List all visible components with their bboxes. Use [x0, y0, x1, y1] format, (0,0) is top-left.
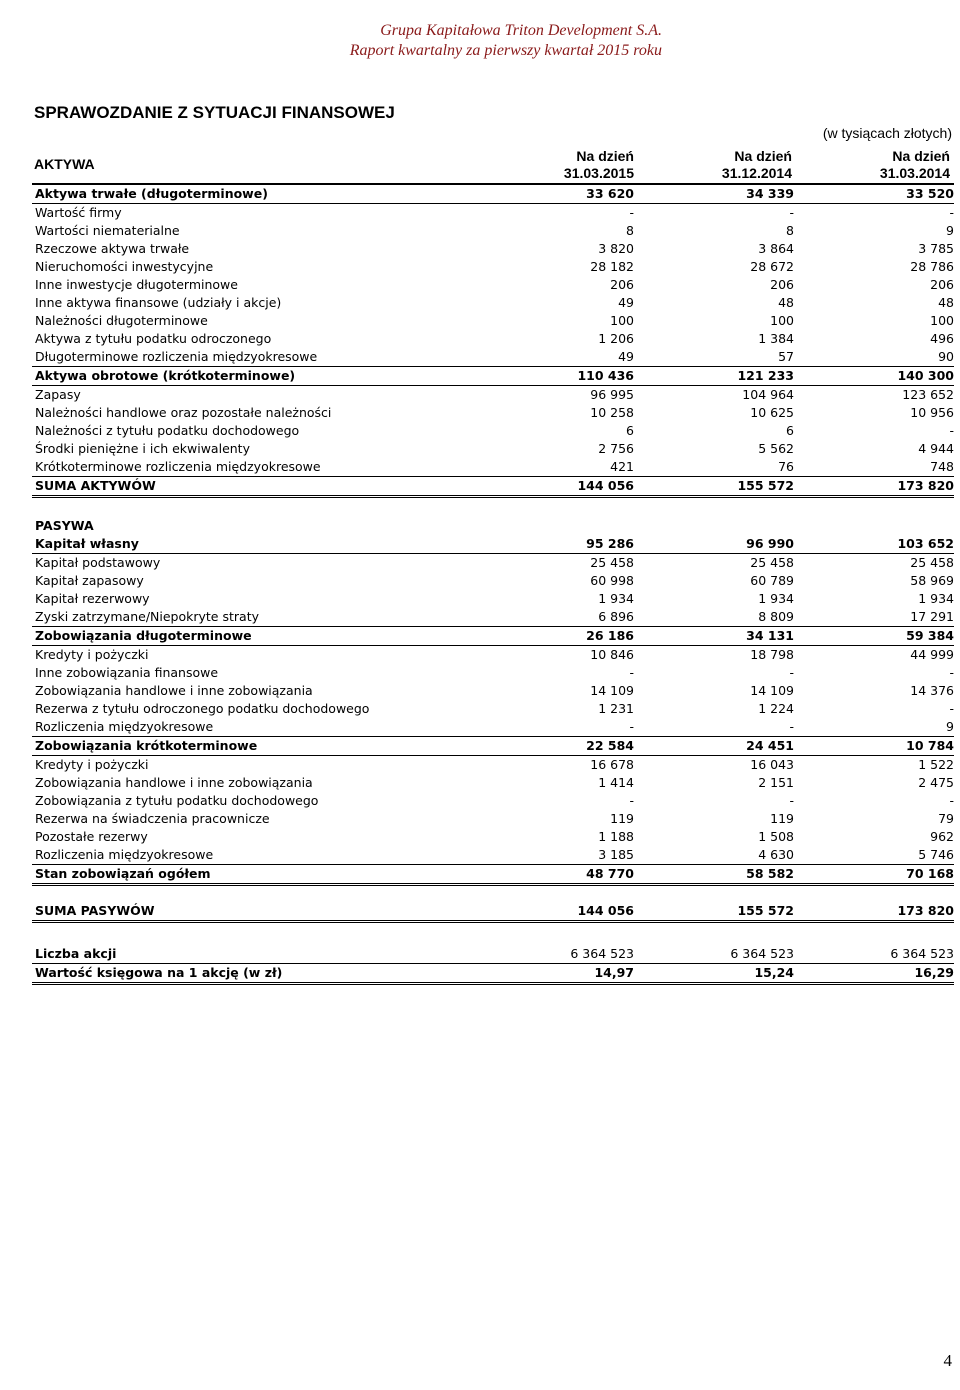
page-number: 4 [943, 1351, 952, 1370]
value-2014-12: 18 798 [750, 647, 794, 662]
report-period-header: Raport kwartalny za pierwszy kwartał 2015 roku [349, 42, 662, 59]
table-row [32, 627, 954, 646]
value-2014-12: 1 224 [758, 701, 794, 716]
value-2015-03: 49 [618, 295, 634, 310]
report-company-header: Grupa Kapitałowa Triton Development S.A. [380, 22, 662, 39]
row-label: Rzeczowe aktywa trwałe [35, 241, 190, 256]
value-2014-03: 173 820 [794, 477, 954, 497]
value-2014-12: 15,24 [634, 964, 794, 984]
value-2014-12: 34 131 [634, 627, 794, 646]
value-2014-03: - [949, 665, 954, 680]
value-2014-03: 79 [938, 811, 954, 826]
value-2015-03: 95 286 [476, 535, 634, 554]
value-2015-03: 1 206 [598, 331, 634, 346]
value-2014-03: 3 785 [918, 241, 954, 256]
table-row [32, 774, 954, 792]
table-row [32, 312, 954, 330]
value-2014-12: 48 [778, 295, 794, 310]
value-2014-03: 140 300 [794, 367, 954, 386]
value-2014-03: 44 999 [910, 647, 954, 662]
row-label: Zyski zatrzymane/Niepokryte straty [32, 608, 476, 627]
value-2015-03: 3 820 [598, 241, 634, 256]
value-2014-12: 1 508 [758, 829, 794, 844]
value-2015-03: 144 056 [476, 902, 634, 922]
unit-note: (w tysiącach złotych) [822, 125, 952, 141]
total-assets-row [32, 477, 954, 497]
table-row [32, 386, 954, 405]
statement-title: SPRAWOZDANIE Z SYTUACJI FINANSOWEJ [34, 103, 395, 122]
value-2014-03: 10 956 [910, 405, 954, 420]
table-row [32, 348, 954, 367]
row-label: Zobowiązania handlowe i inne zobowiązania [35, 775, 313, 790]
value-2014-03: 58 969 [910, 573, 954, 588]
column-header-1-line1: Na dzień [576, 148, 634, 164]
value-2014-03: 70 168 [794, 865, 954, 885]
value-2014-12: 60 789 [750, 573, 794, 588]
value-2014-12: 1 384 [758, 331, 794, 346]
table-row [32, 240, 954, 258]
table-row [32, 222, 954, 240]
value-2015-03: 10 846 [590, 647, 634, 662]
table-row [32, 756, 954, 775]
row-label: Zobowiązania z tytułu podatku dochodowego [35, 793, 319, 808]
row-label: Kredyty i pożyczki [35, 647, 149, 662]
value-2015-03: 1 414 [598, 775, 634, 790]
value-2014-03: 4 944 [918, 441, 954, 456]
value-2015-03: 49 [476, 348, 634, 367]
value-2014-12: 1 934 [758, 591, 794, 606]
value-2014-12: 104 964 [742, 387, 794, 402]
table-row [32, 185, 954, 204]
value-2014-03: 1 934 [918, 591, 954, 606]
value-2014-03: 1 522 [918, 757, 954, 772]
value-2015-03: 48 770 [476, 865, 634, 885]
value-2015-03: - [629, 665, 634, 680]
value-2015-03: 206 [610, 277, 634, 292]
value-2014-12: 24 451 [634, 737, 794, 756]
value-2014-03: 10 784 [794, 737, 954, 756]
value-2014-12: 119 [770, 811, 794, 826]
value-2015-03: 33 620 [476, 185, 634, 204]
value-2014-12: 2 151 [758, 775, 794, 790]
value-2015-03: 25 458 [590, 555, 634, 570]
row-label: Długoterminowe rozliczenia międzyokresowe [32, 348, 476, 367]
value-2014-03: 25 458 [910, 555, 954, 570]
table-row [32, 737, 954, 756]
row-label: Krótkoterminowe rozliczenia międzyokresowe [32, 458, 476, 477]
value-2015-03: 14,97 [476, 964, 634, 984]
spacer-row [32, 922, 954, 946]
liabilities-section-label: PASYWA [35, 518, 94, 533]
value-2014-03: 5 746 [794, 846, 954, 865]
column-header-2 [722, 148, 792, 182]
assets-section-label: AKTYWA [34, 156, 95, 172]
table-row [32, 458, 954, 477]
value-2014-12: 8 [786, 223, 794, 238]
row-label: Należności długoterminowe [35, 313, 208, 328]
value-2015-03: - [476, 718, 634, 737]
value-2015-03: 28 182 [590, 259, 634, 274]
total-liabilities-row [32, 865, 954, 885]
table-row [32, 810, 954, 828]
value-2014-12: - [789, 205, 794, 220]
total-equity-liabilities-row [32, 902, 954, 922]
value-2014-12: 6 364 523 [634, 945, 794, 964]
row-label: Aktywa obrotowe (krótkoterminowe) [32, 367, 476, 386]
value-2015-03: 16 678 [590, 757, 634, 772]
value-2014-12: 76 [634, 458, 794, 477]
row-label: Rozliczenia międzyokresowe [32, 846, 476, 865]
value-2015-03: 1 231 [598, 701, 634, 716]
row-label: Zobowiązania handlowe i inne zobowiązania [35, 683, 313, 698]
value-2014-12: 14 109 [750, 683, 794, 698]
table-row [32, 258, 954, 276]
value-2015-03: 119 [610, 811, 634, 826]
value-2014-12: 25 458 [750, 555, 794, 570]
value-2015-03: 96 995 [590, 387, 634, 402]
column-header-1-date: 31.03.2015 [563, 165, 634, 181]
value-2015-03: - [629, 793, 634, 808]
value-2014-12: 100 [770, 313, 794, 328]
row-label: Kapitał własny [32, 535, 476, 554]
table-row [32, 828, 954, 846]
value-2015-03: 421 [476, 458, 634, 477]
table-row [32, 294, 954, 312]
table-row [32, 700, 954, 718]
value-2015-03: 14 109 [590, 683, 634, 698]
column-header-3 [880, 148, 950, 182]
share-count-row [32, 945, 954, 964]
row-label: Stan zobowiązań ogółem [32, 865, 476, 885]
row-label: Nieruchomości inwestycyjne [35, 259, 214, 274]
value-2014-03: 173 820 [794, 902, 954, 922]
table-row [32, 535, 954, 554]
value-2014-12: - [634, 718, 794, 737]
column-header-3-date: 31.03.2014 [879, 165, 950, 181]
table-row [32, 682, 954, 700]
value-2015-03: 6 364 523 [476, 945, 634, 964]
liabilities-section-row [32, 517, 954, 535]
value-2014-03: 206 [930, 277, 954, 292]
row-label: Zobowiązania krótkoterminowe [32, 737, 476, 756]
row-label: Aktywa z tytułu podatku odroczonego [35, 331, 272, 346]
value-2015-03: 144 056 [476, 477, 634, 497]
row-label: Środki pieniężne i ich ekwiwalenty [35, 441, 250, 456]
value-2014-03: 100 [930, 313, 954, 328]
row-label: Zapasy [35, 387, 81, 402]
table-row [32, 276, 954, 294]
value-2014-03: 962 [930, 829, 954, 844]
value-2014-03: 90 [794, 348, 954, 367]
row-label: Zobowiązania długoterminowe [32, 627, 476, 646]
table-row [32, 646, 954, 665]
table-row [32, 422, 954, 440]
table-row [32, 330, 954, 348]
value-2014-12: - [789, 793, 794, 808]
table-row [32, 554, 954, 573]
table-row [32, 572, 954, 590]
financial-position-table [32, 185, 954, 985]
value-2014-03: 2 475 [918, 775, 954, 790]
table-row [32, 664, 954, 682]
value-2014-12: 16 043 [750, 757, 794, 772]
value-2015-03: 2 756 [598, 441, 634, 456]
table-row [32, 792, 954, 810]
value-2015-03: 100 [610, 313, 634, 328]
value-2014-03: - [949, 701, 954, 716]
value-2014-03: 6 364 523 [794, 945, 954, 964]
value-2015-03: 26 186 [476, 627, 634, 646]
value-2014-03: - [949, 423, 954, 438]
table-row [32, 590, 954, 608]
row-label: Kredyty i pożyczki [35, 757, 149, 772]
value-2015-03: 22 584 [476, 737, 634, 756]
row-label: Należności z tytułu podatku dochodowego [35, 423, 300, 438]
value-2014-12: 34 339 [634, 185, 794, 204]
value-2015-03: - [629, 205, 634, 220]
table-row [32, 608, 954, 627]
row-label: SUMA PASYWÓW [32, 902, 476, 922]
row-label: Kapitał zapasowy [35, 573, 144, 588]
value-2014-12: 4 630 [634, 846, 794, 865]
value-2015-03: 10 258 [590, 405, 634, 420]
row-label: Aktywa trwałe (długoterminowe) [32, 185, 476, 204]
value-2014-12: 96 990 [634, 535, 794, 554]
table-row [32, 404, 954, 422]
row-label: Liczba akcji [32, 945, 476, 964]
book-value-per-share-row [32, 964, 954, 984]
value-2014-03: 103 652 [794, 535, 954, 554]
value-2014-03: 496 [930, 331, 954, 346]
row-label: Kapitał podstawowy [35, 555, 161, 570]
value-2015-03: 60 998 [590, 573, 634, 588]
value-2014-03: 28 786 [910, 259, 954, 274]
row-label: Rozliczenia międzyokresowe [32, 718, 476, 737]
value-2014-03: 123 652 [902, 387, 954, 402]
column-header-3-line1: Na dzień [892, 148, 950, 164]
row-label: Wartość firmy [35, 205, 122, 220]
value-2015-03: 6 [626, 423, 634, 438]
value-2014-12: 57 [634, 348, 794, 367]
value-2015-03: 6 896 [476, 608, 634, 627]
row-label: Kapitał rezerwowy [35, 591, 150, 606]
spacer-row [32, 885, 954, 903]
column-header-2-date: 31.12.2014 [721, 165, 792, 181]
row-label: Rezerwa z tytułu odroczonego podatku dochodowego [35, 701, 370, 716]
column-header-1 [564, 148, 634, 182]
value-2015-03: 8 [626, 223, 634, 238]
value-2014-03: 9 [946, 223, 954, 238]
value-2014-03: 59 384 [794, 627, 954, 646]
table-row [32, 204, 954, 223]
value-2014-12: 28 672 [750, 259, 794, 274]
value-2015-03: 3 185 [476, 846, 634, 865]
row-label: Inne zobowiązania finansowe [35, 665, 219, 680]
row-label: Wartość księgowa na 1 akcję (w zł) [32, 964, 476, 984]
row-label: SUMA AKTYWÓW [32, 477, 476, 497]
table-row [32, 718, 954, 737]
value-2014-03: - [949, 205, 954, 220]
row-label: Wartości niematerialne [35, 223, 180, 238]
value-2014-03: 9 [794, 718, 954, 737]
value-2014-03: 17 291 [794, 608, 954, 627]
value-2014-12: 206 [770, 277, 794, 292]
row-label: Rezerwa na świadczenia pracownicze [35, 811, 270, 826]
value-2014-12: 8 809 [634, 608, 794, 627]
value-2014-03: - [949, 793, 954, 808]
value-2014-12: 58 582 [634, 865, 794, 885]
value-2015-03: 1 188 [598, 829, 634, 844]
value-2014-12: 3 864 [758, 241, 794, 256]
spacer-row [32, 497, 954, 518]
value-2014-03: 14 376 [910, 683, 954, 698]
value-2014-03: 16,29 [794, 964, 954, 984]
value-2014-12: 6 [786, 423, 794, 438]
row-label: Należności handlowe oraz pozostałe należności [35, 405, 332, 420]
value-2014-12: 5 562 [758, 441, 794, 456]
row-label: Inne aktywa finansowe (udziały i akcje) [35, 295, 282, 310]
value-2014-12: - [789, 665, 794, 680]
value-2014-12: 10 625 [750, 405, 794, 420]
column-header-2-line1: Na dzień [734, 148, 792, 164]
value-2014-03: 48 [938, 295, 954, 310]
value-2015-03: 110 436 [476, 367, 634, 386]
value-2014-03: 33 520 [794, 185, 954, 204]
value-2015-03: 1 934 [598, 591, 634, 606]
value-2014-12: 155 572 [634, 902, 794, 922]
table-row [32, 440, 954, 458]
table-row [32, 846, 954, 865]
table-row [32, 367, 954, 386]
value-2014-12: 121 233 [634, 367, 794, 386]
value-2014-03: 748 [794, 458, 954, 477]
row-label: Inne inwestycje długoterminowe [35, 277, 238, 292]
value-2014-12: 155 572 [634, 477, 794, 497]
row-label: Pozostałe rezerwy [35, 829, 148, 844]
